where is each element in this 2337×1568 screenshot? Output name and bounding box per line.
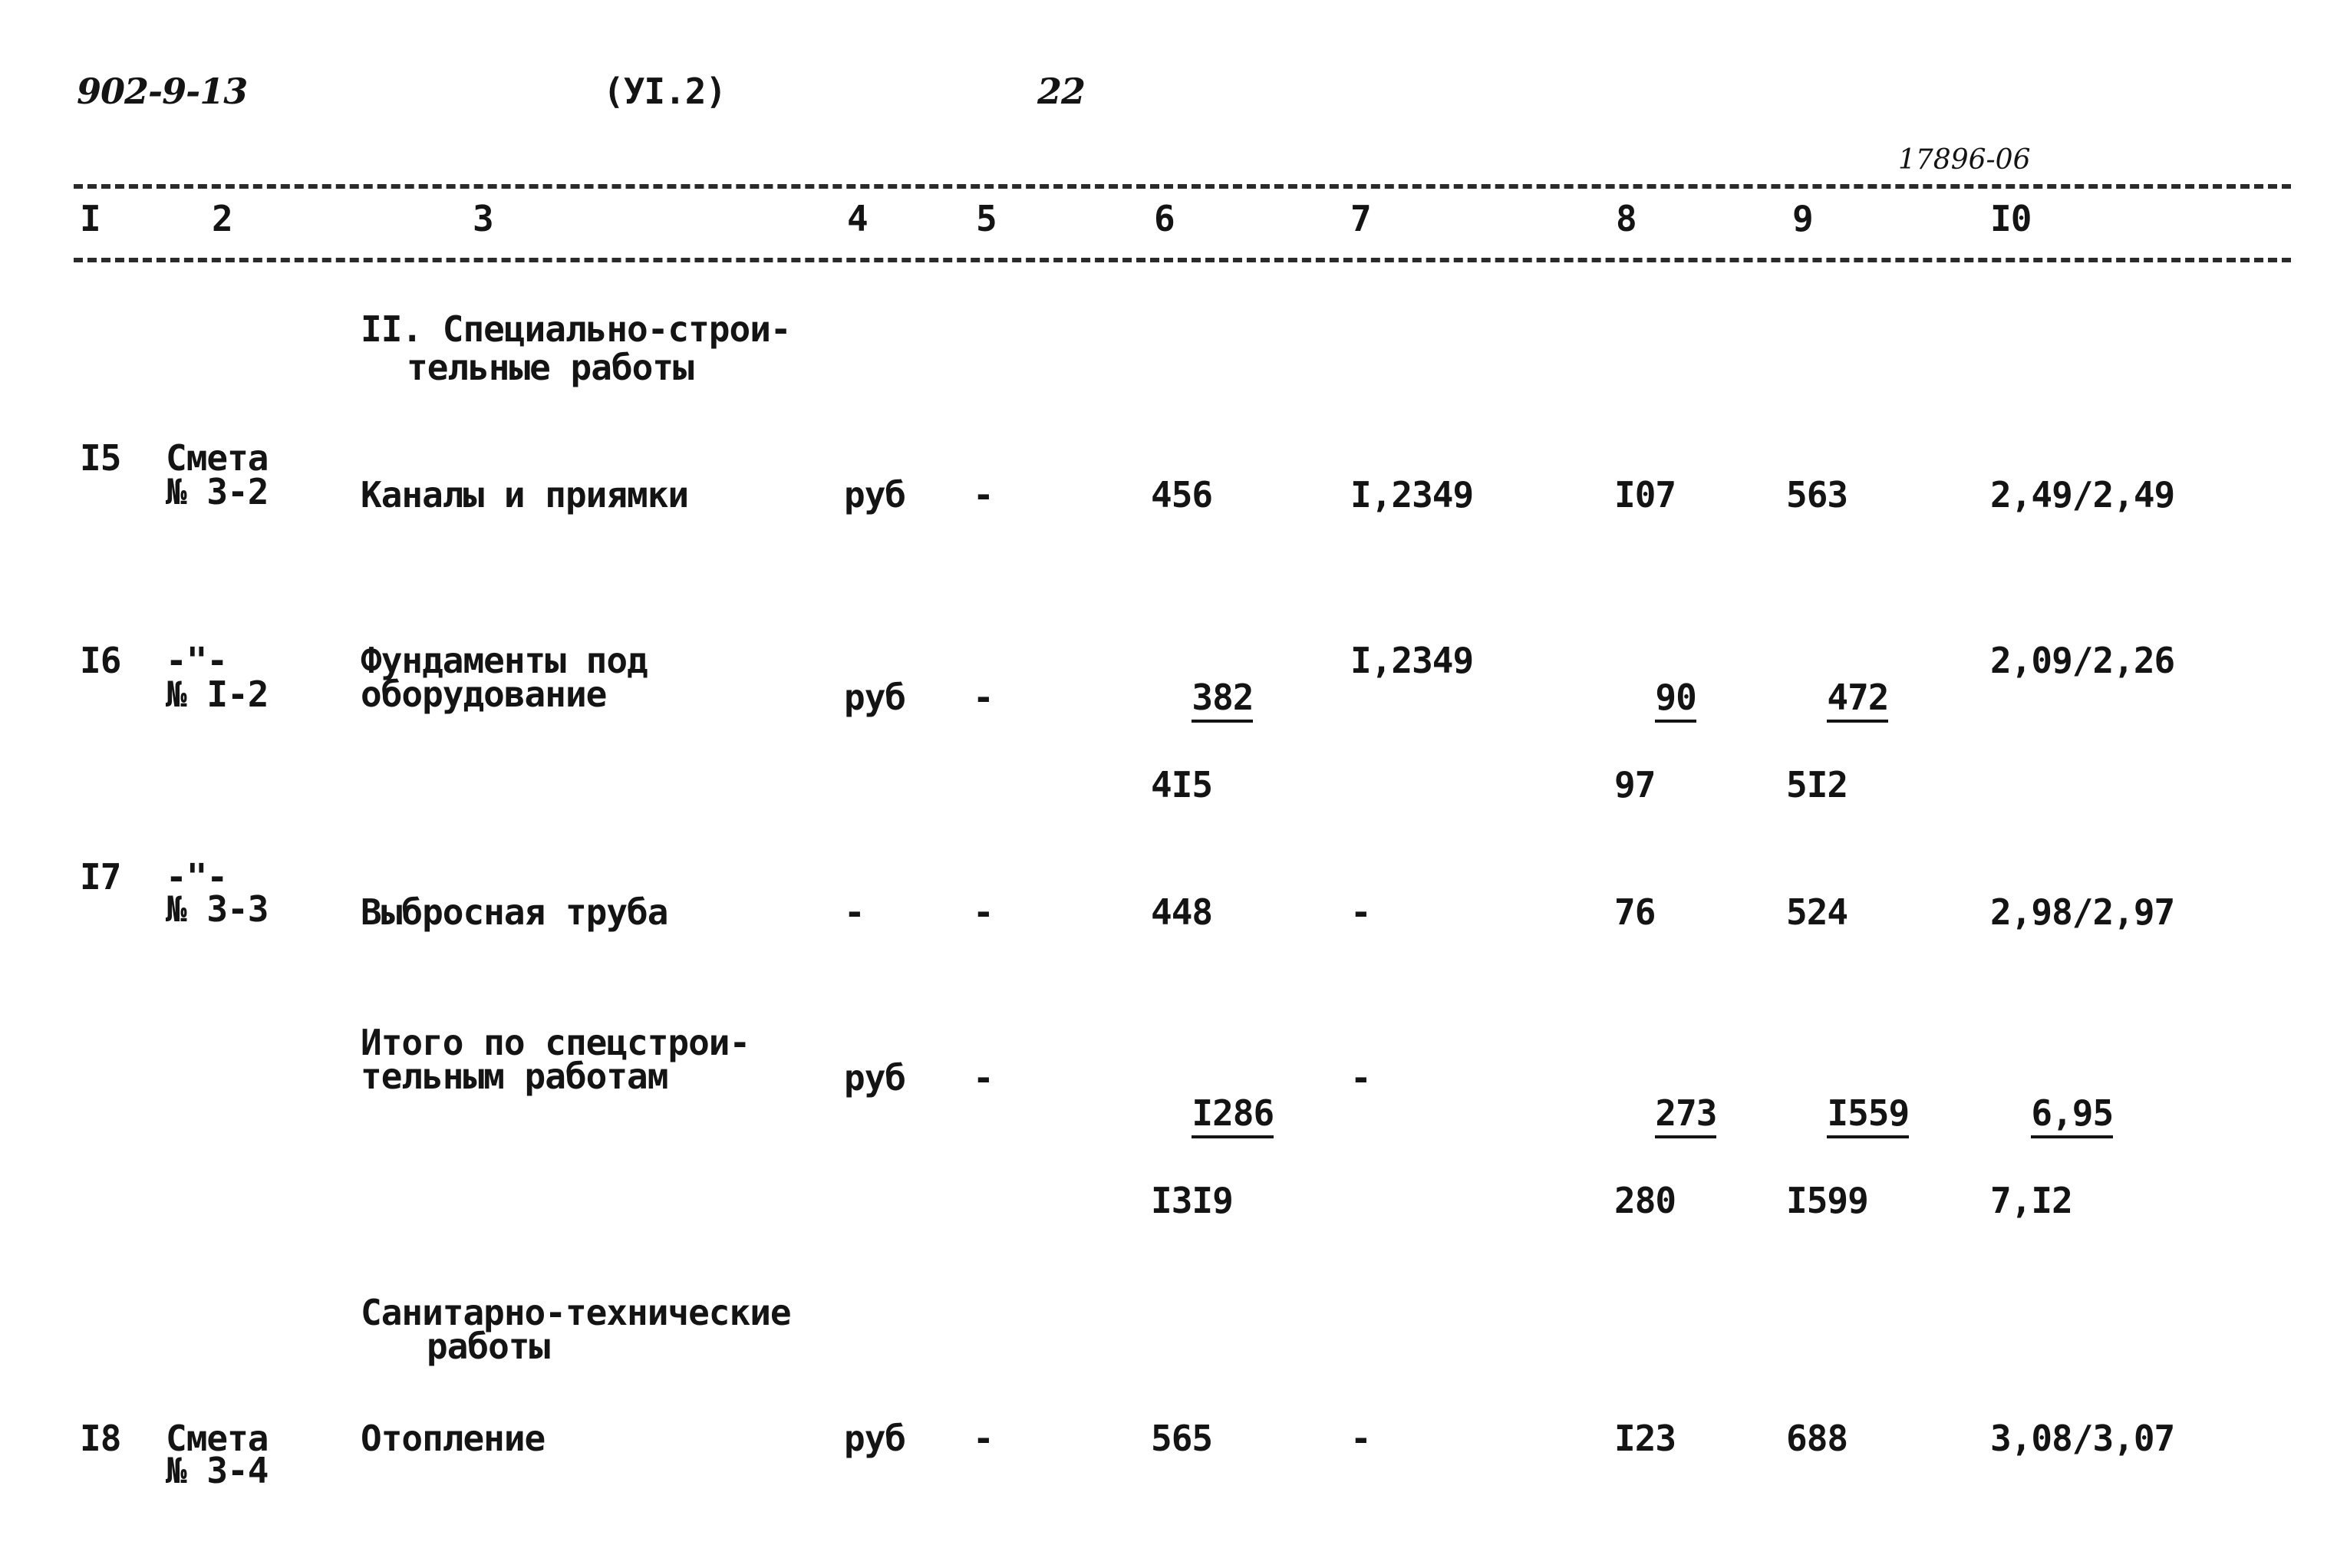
row-col5: - (973, 891, 994, 933)
section-title-sanitary-cont: работы (427, 1326, 550, 1367)
row-col7: - (1350, 891, 1371, 933)
fraction-numerator: I286 (1192, 1094, 1274, 1138)
fraction-denominator: I599 (1786, 1180, 1868, 1221)
row-col6-fraction (1151, 640, 1253, 842)
row-col5: - (973, 677, 994, 718)
row-description-cont: оборудование (361, 674, 607, 715)
total-col6-fraction (1151, 1056, 1274, 1258)
row-col8: I07 (1614, 474, 1676, 516)
row-col8: I23 (1614, 1418, 1676, 1459)
fraction-numerator: I559 (1827, 1094, 1909, 1138)
row-col10: 2,98/2,97 (1990, 891, 2175, 933)
row-reference: -"- (166, 640, 228, 681)
row-col7: I,2349 (1350, 474, 1474, 516)
fraction-denominator: I3I9 (1151, 1180, 1233, 1221)
row-col5: - (973, 474, 994, 516)
total-col9-fraction (1786, 1056, 1909, 1258)
row-unit: - (844, 891, 865, 933)
col-header-10: I0 (1990, 198, 2032, 239)
row-unit: руб (844, 474, 906, 516)
col-header-2: 2 (212, 198, 232, 239)
row-col10: 3,08/3,07 (1990, 1418, 2175, 1459)
section-title-special-cont: тельные работы (407, 347, 694, 388)
fraction-numerator: 90 (1655, 678, 1696, 723)
row-description: Каналы и приямки (361, 474, 689, 516)
row-reference-number: № 3-3 (166, 888, 269, 930)
row-col8-fraction (1614, 640, 1696, 842)
col-header-5: 5 (976, 198, 997, 239)
row-number: I8 (80, 1418, 121, 1459)
row-unit: руб (844, 677, 906, 718)
row-col7: - (1350, 1418, 1371, 1459)
row-col10: 2,49/2,49 (1990, 474, 2175, 516)
row-description: Отопление (361, 1418, 546, 1459)
total-label-cont: тельным работам (361, 1056, 668, 1097)
col-header-4: 4 (847, 198, 868, 239)
total-label: Итого по спецстрои- (361, 1022, 750, 1063)
total-unit: руб (844, 1057, 906, 1099)
fraction-denominator: 4I5 (1151, 764, 1213, 805)
row-number: I6 (80, 640, 121, 681)
section-title-sanitary: Санитарно-технические (361, 1292, 791, 1333)
row-col9: 524 (1786, 891, 1848, 933)
row-reference: Смета (166, 1418, 269, 1459)
total-col10-fraction (1990, 1056, 2113, 1258)
row-col8: 76 (1614, 891, 1656, 933)
row-col10: 2,09/2,26 (1990, 640, 2175, 681)
col-header-6: 6 (1154, 198, 1175, 239)
fraction-numerator: 6,95 (2031, 1094, 2113, 1138)
col-header-9: 9 (1792, 198, 1813, 239)
col-header-8: 8 (1616, 198, 1637, 239)
col-header-1: I (80, 198, 101, 239)
row-reference: Смета (166, 437, 269, 479)
row-col9-fraction (1786, 640, 1888, 842)
handwritten-stamp: 17896-06 (1898, 144, 2031, 176)
row-col9: 688 (1786, 1418, 1848, 1459)
fraction-denominator: 97 (1614, 764, 1656, 805)
fraction-denominator: 280 (1614, 1180, 1676, 1221)
row-reference-number: № I-2 (166, 674, 269, 715)
row-unit: руб (844, 1418, 906, 1459)
row-number: I5 (80, 437, 121, 479)
col-header-3: 3 (473, 198, 493, 239)
header-top-divider (74, 184, 2291, 189)
row-col6: 456 (1151, 474, 1213, 516)
fraction-denominator: 7,I2 (1990, 1180, 2072, 1221)
section-title-special: II. Специально-строи- (361, 308, 791, 350)
row-reference-number: № 3-2 (166, 471, 269, 512)
fraction-numerator: 472 (1827, 678, 1888, 723)
row-col9: 563 (1786, 474, 1848, 516)
fraction-numerator: 382 (1192, 678, 1253, 723)
row-col6: 448 (1151, 891, 1213, 933)
row-number: I7 (80, 856, 121, 898)
row-col7: I,2349 (1350, 640, 1474, 681)
total-col7: - (1350, 1057, 1371, 1099)
row-col5: - (973, 1418, 994, 1459)
section-code: (УI.2) (603, 71, 727, 112)
row-reference: -"- (166, 856, 228, 898)
row-reference-number: № 3-4 (166, 1450, 269, 1491)
page-number: 22 (1037, 71, 1086, 112)
row-description: Фундаменты под (361, 640, 648, 681)
row-description: Выбросная труба (361, 891, 668, 933)
total-col5: - (973, 1057, 994, 1099)
total-col8-fraction (1614, 1056, 1716, 1258)
col-header-7: 7 (1350, 198, 1371, 239)
document-code: 902-9-13 (77, 71, 248, 112)
header-bottom-divider (74, 258, 2291, 262)
fraction-numerator: 273 (1655, 1094, 1716, 1138)
row-col6: 565 (1151, 1418, 1213, 1459)
fraction-denominator: 5I2 (1786, 764, 1848, 805)
